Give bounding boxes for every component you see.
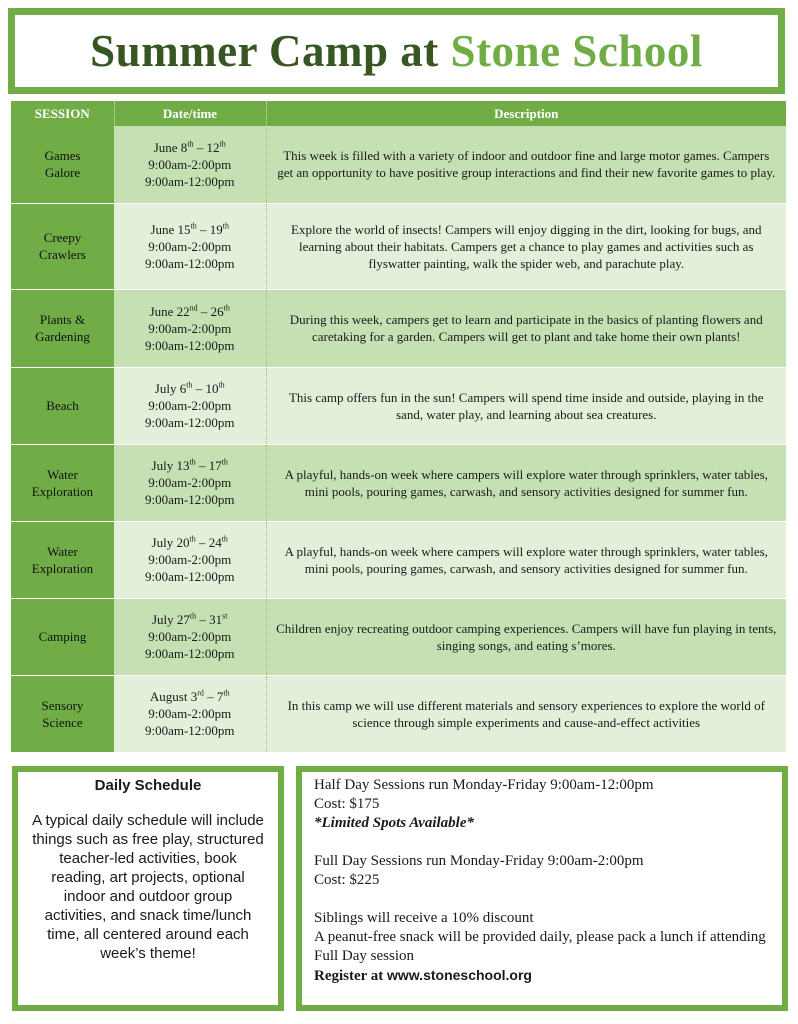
full-day-time: 9:00am-2:00pm [148,238,232,254]
date-end-suffix: th [221,534,228,544]
session-line-1: Creepy [43,230,82,245]
table-row [11,521,786,598]
session-description: A playful, hands-on week where campers will explore water through sprinklers, water tables, mini pools, pouring games, carwash, and sensory activities designed for summer fun. [266,521,786,598]
register-line [314,966,770,986]
date-end: 24 [208,535,222,550]
table-row [11,675,786,752]
date-dash: – [192,381,206,396]
session-line-1: Camping [38,629,87,644]
date-end: 26 [210,303,224,319]
daily-schedule-box [12,766,284,1011]
session-name [11,675,114,752]
date-start: August 3 [149,689,198,704]
date-start: July 13 [151,458,190,473]
table-row [11,289,786,367]
daily-schedule-text: A typical daily schedule will include things such as free play, structured teacher-led activities, book reading, art projects, optional indoor and outdoor group activities, and snack time/lunch time, all centered around each week’s theme! [32,812,264,962]
table-row [11,367,786,444]
half-day-time: 9:00am-12:00pm [144,337,235,353]
table-row [11,598,786,675]
date-end: 12 [206,139,220,155]
date-end: 7 [216,689,224,704]
full-day-time: 9:00am-2:00pm [148,156,232,172]
date-start-suffix: th [186,380,193,390]
session-dates [114,203,266,289]
half-day-cost: Cost: $175 [314,796,380,812]
date-end-suffix: th [219,139,226,149]
date-dash: – [196,221,210,237]
date-range [122,221,258,238]
header-datetime: Date/time [114,101,266,126]
date-dash: – [196,612,210,627]
session-name [11,444,114,521]
half-day-time: 9:00am-12:00pm [144,723,235,738]
half-day-info: Half Day Sessions run Monday-Friday 9:00am-12:00pm [314,777,654,793]
date-dash: – [197,303,211,319]
half-day-time: 9:00am-12:00pm [144,255,235,271]
schedule-table [11,101,786,753]
half-day-time: 9:00am-12:00pm [144,415,235,430]
title-banner [8,8,785,94]
title-part-1: Summer Camp at [90,26,439,76]
session-line-1: Water [47,466,78,482]
session-line-1: Games [44,148,81,164]
session-description: A playful, hands-on week where campers will explore water through sprinklers, water tables, mini pools, pouring games, carwash, and sensory activities designed for summer fun. [266,444,786,521]
session-dates [114,444,266,521]
half-day-time: 9:00am-12:00pm [144,492,235,507]
date-end: 10 [205,381,219,396]
date-end-suffix: th [218,380,225,390]
register-link[interactable]: www.stoneschool.org [387,967,532,983]
session-line-2: Science [42,714,83,730]
date-start-suffix: rd [197,688,204,698]
session-name [11,289,114,367]
snack-note: A peanut-free snack will be provided daily, please pack a lunch if attending Full Day session [314,929,766,964]
session-name [11,521,114,598]
session-description: This camp offers fun in the sun! Campers will spend time inside and outside, playing in the sand, water play, and learning about sea creatures. [266,367,786,444]
date-start-suffix: th [187,139,194,149]
date-end-suffix: st [222,611,228,621]
full-day-time: 9:00am-2:00pm [148,398,232,413]
session-name [11,126,114,203]
date-start-suffix: th [189,457,196,467]
date-end: 31 [209,612,223,627]
date-start: July 20 [151,535,190,550]
session-name [11,598,114,675]
date-end: 17 [208,458,222,473]
daily-schedule-heading: Daily Schedule [94,777,202,794]
session-line-1: Plants & [39,312,86,327]
session-dates [114,367,266,444]
date-range [122,534,258,551]
page-title [90,25,703,77]
date-start: June 8 [153,139,188,155]
date-end-suffix: th [221,457,228,467]
date-start: June 15 [150,221,191,237]
date-dash: – [193,139,207,155]
date-range [122,688,258,705]
date-range [122,457,258,474]
date-start-suffix: nd [189,303,198,313]
date-end-suffix: th [222,221,230,231]
session-line-2: Galore [44,165,81,181]
full-day-time: 9:00am-2:00pm [148,629,232,644]
date-dash: – [195,535,209,550]
date-dash: – [195,458,209,473]
session-dates [114,598,266,675]
session-description: In this camp we will use different materials and sensory experiences to explore the world of science through simple experiments and cause-and-effect activities [266,675,786,752]
sibling-discount: Siblings will receive a 10% discount [314,910,534,926]
full-day-cost: Cost: $225 [314,872,380,888]
pricing-info-box [296,766,788,1011]
session-dates [114,521,266,598]
date-start: July 6 [154,381,187,396]
date-range [122,611,258,628]
limited-spots-note: *Limited Spots Available* [314,815,474,831]
register-prefix: Register at [314,968,388,984]
date-start-suffix: th [189,611,197,621]
session-line-2: Exploration [31,483,94,499]
half-day-time: 9:00am-12:00pm [144,173,235,189]
header-session: SESSION [11,101,114,126]
date-dash: – [203,689,217,704]
session-name [11,203,114,289]
date-start: June 22 [149,303,190,319]
date-end-suffix: th [223,688,230,698]
date-start: July 27 [152,612,190,627]
date-start-suffix: th [189,534,196,544]
session-line-2: Gardening [35,329,90,344]
session-dates [114,675,266,752]
session-description: Children enjoy recreating outdoor camping experiences. Campers will have fun playing in tents, singing songs, and eating s’mores. [266,598,786,675]
session-line-2: Exploration [31,560,94,576]
table-row [11,203,786,289]
table-header-row [11,101,786,126]
title-part-2: Stone School [450,26,703,76]
date-range [122,139,258,156]
full-day-time: 9:00am-2:00pm [148,320,232,336]
full-day-time: 9:00am-2:00pm [148,552,232,567]
full-day-time: 9:00am-2:00pm [148,706,232,721]
session-description: During this week, campers get to learn and participate in the basics of planting flowers and caretaking for a garden. Campers will get to plant and take home their own plants! [266,289,786,367]
date-end-suffix: th [223,303,230,313]
header-description: Description [266,101,786,126]
session-dates [114,289,266,367]
session-name [11,367,114,444]
session-line-1: Beach [46,398,79,413]
date-end: 19 [209,221,223,237]
date-start-suffix: th [190,221,197,231]
session-line-1: Sensory [41,697,84,713]
date-range [122,380,258,397]
full-day-info: Full Day Sessions run Monday-Friday 9:00am-2:00pm [314,853,644,869]
date-range [122,303,258,320]
session-line-2: Crawlers [39,247,86,262]
table-row [11,444,786,521]
session-description: This week is filled with a variety of indoor and outdoor fine and large motor games. Campers get an opportunity to have positive group interactions and find their new favorite games to play. [266,126,786,203]
half-day-time: 9:00am-12:00pm [144,646,235,661]
half-day-time: 9:00am-12:00pm [144,569,235,584]
full-day-time: 9:00am-2:00pm [148,475,232,490]
session-line-1: Water [47,543,78,559]
session-dates [114,126,266,203]
table-row [11,126,786,203]
session-description: Explore the world of insects! Campers will enjoy digging in the dirt, looking for bugs, and learning about their habitats. Campers get a chance to play games and activities such as flyswatter painting, walk the spider web, and parachute play. [266,203,786,289]
